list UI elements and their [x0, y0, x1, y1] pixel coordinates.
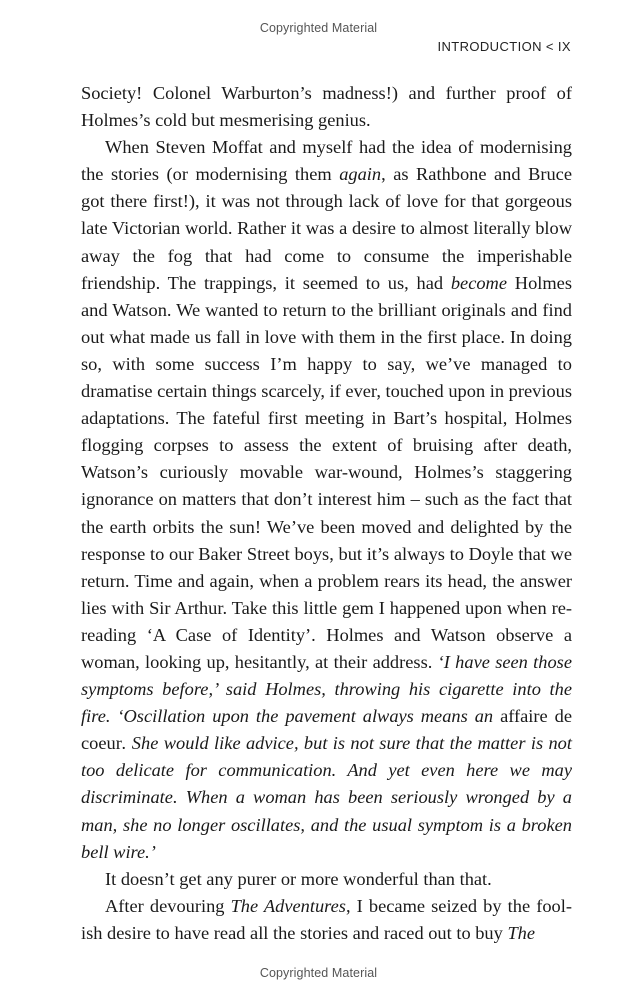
paragraph-2-text-c: Holmes and Watson. We wanted to return to the brilliant originals and find out what made us fall in love with them in the first place. In doing so, with some success I’m happy to say, we’ve managed to dramatise certain things scarcely, if ever, touched upon in previous adaptations. The fateful first meeting in Bart’s hospital, Holmes flogging corpses to assess the extent of bruising after death, Watson’s curiously movable war-wound, Holmes’s staggering ignorance on matters that don’t interest him – such as the fact that the earth orbits the sun! We’ve been moved and delighted by the response to our Baker Street boys, but it’s always to Doyle that we return. Time and again, when a problem rears its head, the answer lies with Sir Arthur. Take this little gem I happened upon when re-reading ‘A Case of Identity’. Holmes and Watson observe a woman, looking up, hesitantly, at their address.	[81, 272, 573, 672]
paragraph-4-text-b: , I became seized by the foolish desire to have read all the stories and raced out to buy	[81, 895, 572, 943]
paragraph-1-text: Society! Colonel Warburton’s madness!) and further proof of Holmes’s cold but mesmerising genius.	[81, 83, 572, 131]
paragraph-1	[81, 80, 572, 134]
paragraph-3-text: It doesn’t get any purer or more wonderful than that.	[105, 868, 492, 889]
quote-italic	[81, 652, 572, 862]
running-head: INTRODUCTION < IX	[437, 39, 571, 54]
quote-roman-phrase: affaire de coeur	[81, 706, 573, 754]
paragraph-3	[81, 866, 572, 893]
paragraph-4	[81, 893, 572, 947]
copyright-watermark-bottom: Copyrighted Material	[259, 966, 378, 980]
page-body	[81, 80, 572, 947]
italic-the-adventures: The Adventures	[230, 895, 346, 916]
italic-the: The	[507, 922, 536, 943]
italic-again: again	[339, 164, 382, 185]
italic-become: become	[450, 272, 508, 293]
paragraph-2-text-b: , as Rathbone and Bruce got there first!), it was not through lack of love for that gorgeous late Victorian world. Rather it was a desire to almost literally blow away the fog that had come to consume the imperishable friendship. The trappings, it seemed to us, had	[81, 164, 572, 293]
paragraph-4-text-a: After devouring	[105, 895, 231, 916]
paragraph-2-text-a: When Steven Moffat and myself had the idea of modernising the stories (or modernising them	[81, 137, 572, 185]
copyright-watermark-top: Copyrighted Material	[259, 21, 378, 35]
quote-part-1: ‘I have seen those symptoms before,’ said Holmes, throwing his cigarette into the fire. ‘Oscillation upon the pavement always means an	[81, 651, 572, 727]
quote-part-2: . She would like advice, but is not sure that the matter is not too delicate for communication. And yet even here we may discriminate. When a woman has been seriously wronged by a man, she no longer oscillates, and the usual symptom is a broken bell wire.’	[81, 733, 572, 862]
paragraph-2	[81, 134, 572, 866]
